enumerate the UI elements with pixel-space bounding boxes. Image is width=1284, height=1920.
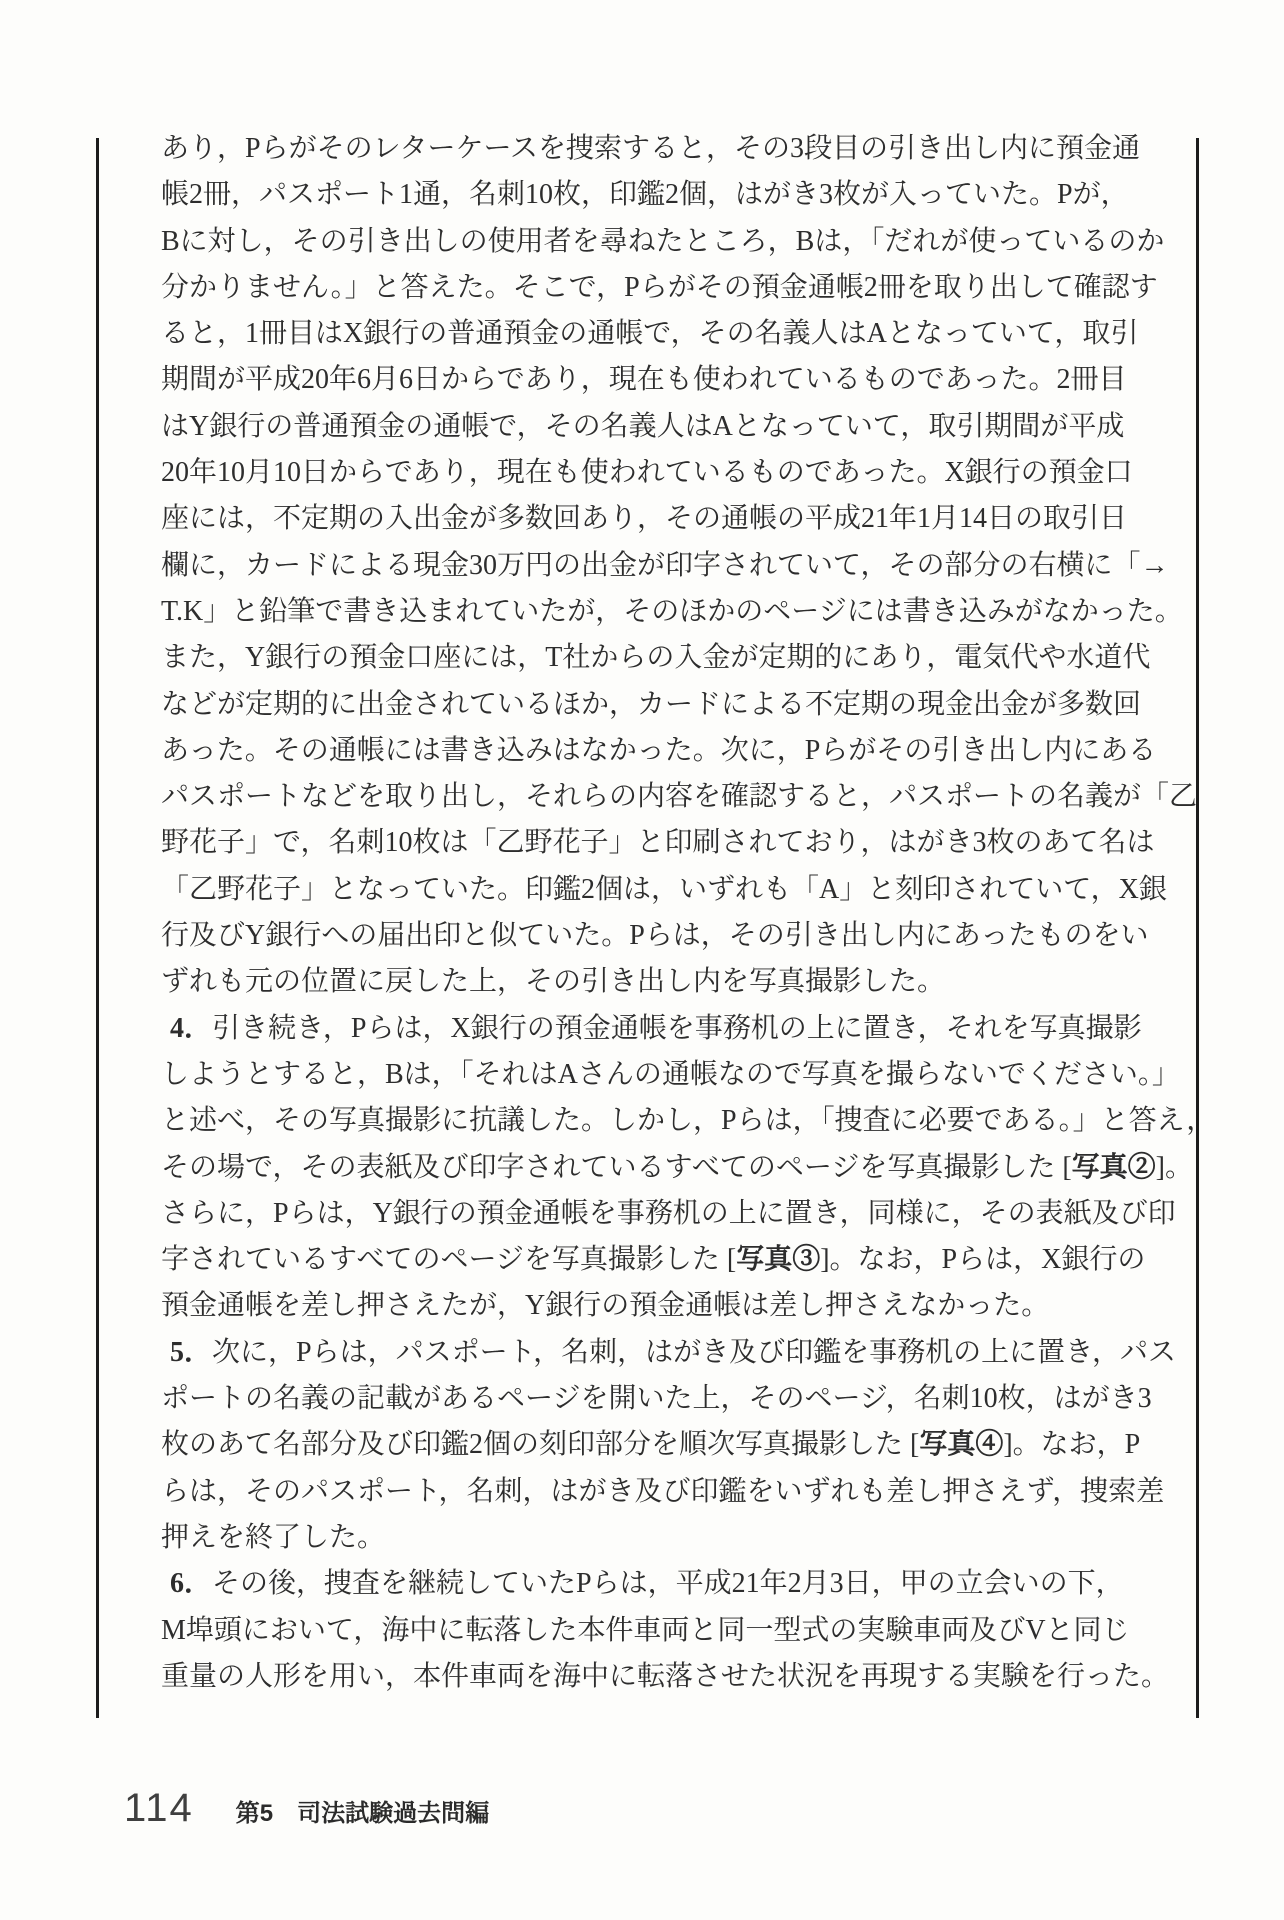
text-segment: Bに対し，その引き出しの使用者を尋ねたところ，Bは，「だれが使っているのか bbox=[161, 225, 1165, 257]
text-segment: 座には，不定期の入出金が多数回あり，その通帳の平成21年1月14日の取引日 bbox=[161, 503, 1128, 535]
bold-text-segment: 写真④ bbox=[919, 1429, 1004, 1461]
text-line bbox=[161, 959, 1181, 1005]
bold-text-segment: 4． bbox=[170, 1012, 213, 1044]
bold-text-segment: 写真② bbox=[1071, 1151, 1156, 1183]
text-segment: はY銀行の普通預金の通帳で，その名義人はAとなっていて，取引期間が平成 bbox=[161, 410, 1125, 442]
text-segment: ずれも元の位置に戻した上，その引き出し内を写真撮影した。 bbox=[161, 966, 946, 998]
text-line bbox=[161, 1654, 1181, 1700]
text-line bbox=[161, 219, 1181, 265]
text-segment: 分かりません。」と答えた。そこで，Pらがその預金通帳2冊を取り出して確認す bbox=[161, 271, 1158, 303]
text-line bbox=[161, 126, 1181, 172]
text-segment: ると，1冊目はX銀行の普通預金の通帳で，その名義人はAとなっていて，取引 bbox=[161, 318, 1139, 350]
text-line bbox=[161, 450, 1181, 496]
text-segment: 野花子」で，名刺10枚は「乙野花子」と印刷されており，はがき3枚のあて名は bbox=[161, 827, 1155, 859]
text-segment: パスポートなどを取り出し，それらの内容を確認すると，パスポートの名義が「乙 bbox=[161, 781, 1198, 813]
text-segment: その後，捜査を継続していたPらは，平成21年2月3日，甲の立会いの下， bbox=[212, 1568, 1124, 1600]
text-segment: 重量の人形を用い，本件車両を海中に転落させた状況を再現する実験を行った。 bbox=[161, 1660, 1170, 1692]
text-segment: ]。なお，P bbox=[1003, 1429, 1141, 1461]
text-line bbox=[161, 1098, 1215, 1144]
page-footer bbox=[124, 1786, 489, 1831]
bold-text-segment: 5． bbox=[170, 1336, 213, 1368]
text-line bbox=[161, 1330, 1181, 1376]
text-line bbox=[161, 1469, 1181, 1515]
text-line bbox=[161, 1422, 1181, 1468]
text-segment: ]。なお，Pらは，X銀行の bbox=[820, 1244, 1146, 1276]
text-segment: 字されているすべてのページを写真撮影した [ bbox=[161, 1244, 737, 1276]
text-segment: ポートの名義の記載があるページを開いた上，そのページ，名刺10枚，はがき3 bbox=[161, 1383, 1152, 1415]
text-segment: M埠頭において，海中に転落した本件車両と同一型式の実験車両及びVと同じ bbox=[161, 1614, 1130, 1646]
text-line bbox=[161, 820, 1181, 866]
text-segment: T.K」と鉛筆で書き込まれていたが，そのほかのページには書き込みがなかった。 bbox=[161, 595, 1183, 627]
text-segment: らは，そのパスポート，名刺，はがき及び印鑑をいずれも差し押さえず，捜索差 bbox=[161, 1475, 1165, 1507]
text-line bbox=[161, 728, 1181, 774]
text-line bbox=[161, 265, 1181, 311]
text-line bbox=[161, 1283, 1181, 1329]
bold-text-segment: 6． bbox=[170, 1568, 213, 1600]
case-box-right-rule bbox=[1196, 138, 1199, 1718]
text-line bbox=[161, 357, 1181, 403]
text-line bbox=[161, 589, 1181, 635]
text-line bbox=[161, 404, 1181, 450]
text-segment: 行及びY銀行への届出印と似ていた。Pらは，その引き出し内にあったものをい bbox=[161, 920, 1149, 952]
text-segment: ]。 bbox=[1155, 1151, 1193, 1183]
text-line bbox=[161, 172, 1181, 218]
text-segment: 枚のあて名部分及び印鑑2個の刻印部分を順次写真撮影した [ bbox=[161, 1429, 920, 1461]
text-line bbox=[161, 682, 1181, 728]
bold-text-segment: 写真③ bbox=[736, 1244, 821, 1276]
chapter-label: 第5 司法試験過去問編 bbox=[235, 1800, 490, 1827]
text-segment: また，Y銀行の預金口座には，T社からの入金が定期的にあり，電気代や水道代 bbox=[161, 642, 1151, 674]
text-segment: などが定期的に出金されているほか，カードによる不定期の現金出金が多数回 bbox=[161, 688, 1142, 720]
text-line bbox=[161, 1006, 1181, 1052]
text-segment: 欄に，カードによる現金30万円の出金が印字されていて，その部分の右横に「→ bbox=[161, 549, 1169, 581]
text-segment: あり，Pらがそのレターケースを捜索すると，その3段目の引き出し内に預金通 bbox=[161, 133, 1141, 164]
text-segment: と述べ，その写真撮影に抗議した。しかし，Pらは，「捜査に必要である。」と答え， bbox=[161, 1105, 1215, 1137]
text-line bbox=[161, 1515, 1181, 1561]
text-line bbox=[161, 311, 1181, 357]
text-segment: さらに，Pらは，Y銀行の預金通帳を事務机の上に置き，同様に，その表紙及び印 bbox=[161, 1197, 1176, 1229]
text-segment: 「乙野花子」となっていた。印鑑2個は，いずれも「A」と刻印されていて，X銀 bbox=[161, 873, 1167, 905]
text-line bbox=[161, 1376, 1181, 1422]
text-segment: 期間が平成20年6月6日からであり，現在も使われているものであった。2冊目 bbox=[161, 364, 1127, 396]
text-segment: しようとすると，Bは，「それはAさんの通帳なので写真を撮らないでください。」 bbox=[161, 1058, 1180, 1090]
text-segment: 20年10月10日からであり，現在も使われているものであった。X銀行の預金口 bbox=[161, 457, 1133, 489]
text-line bbox=[161, 1191, 1181, 1237]
text-line bbox=[161, 1052, 1181, 1098]
text-line bbox=[161, 774, 1198, 820]
text-segment: 引き続き，Pらは，X銀行の預金通帳を事務机の上に置き，それを写真撮影 bbox=[212, 1012, 1142, 1044]
case-box-left-rule bbox=[96, 138, 99, 1718]
text-line bbox=[161, 1608, 1181, 1654]
text-segment: 次に，Pらは，パスポート，名刺，はがき及び印鑑を事務机の上に置き，パス bbox=[212, 1336, 1176, 1368]
text-line bbox=[161, 867, 1181, 913]
text-line bbox=[161, 496, 1181, 542]
page-number: 114 bbox=[124, 1786, 194, 1830]
text-segment: 帳2冊，パスポート1通，名刺10枚，印鑑2個，はがき3枚が入っていた。Pが， bbox=[161, 179, 1129, 211]
text-line bbox=[161, 1145, 1193, 1191]
text-segment: あった。その通帳には書き込みはなかった。次に，Pらがその引き出し内にある bbox=[161, 734, 1157, 766]
text-line bbox=[161, 1237, 1181, 1283]
case-text-body bbox=[161, 126, 1215, 1700]
text-segment: 預金通帳を差し押さえたが，Y銀行の預金通帳は差し押さえなかった。 bbox=[161, 1290, 1050, 1322]
text-line bbox=[161, 543, 1181, 589]
text-line bbox=[161, 635, 1181, 681]
text-segment: 押えを終了した。 bbox=[161, 1521, 386, 1553]
text-segment: その場で，その表紙及び印字されているすべてのページを写真撮影した [ bbox=[161, 1151, 1072, 1183]
text-line bbox=[161, 1561, 1181, 1607]
text-line bbox=[161, 913, 1181, 959]
